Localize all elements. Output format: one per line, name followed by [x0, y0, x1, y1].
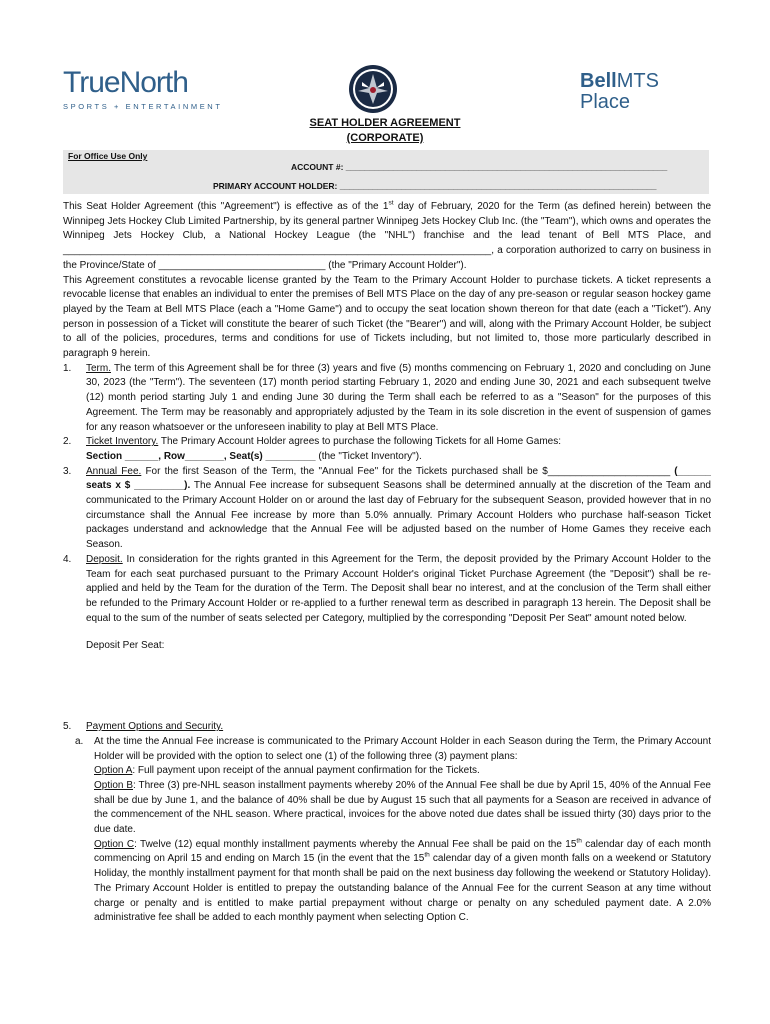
agreement-body: [63, 200, 711, 926]
option-a-label: Option A: [94, 765, 133, 777]
truenorth-subtitle: SPORTS + ENTERTAINMENT: [63, 102, 223, 111]
section-annual-fee: 3. Annual Fee. For the first Season of the Term, the "Annual Fee" for the Tickets purchased shall be $______________________ (______ seats x $ _________). The Annual Fee increase for subsequent Seasons shall be determined annually at the discretion of the Team and communicated to the Primary Account Holder on or around the last day of February for the subsequent Season, provided however that in no circumstance shall the Annual Fee increase by more than 5.0% annually. Primary Account Holders who purchase half-season Ticket packages understand and acknowledge that the Annual Fee will be adjusted based on the number of Home Games they receive each Season.: [63, 465, 711, 551]
office-use-box: [63, 150, 709, 194]
bell-place: Place: [580, 91, 631, 113]
section-deposit: 4. Deposit. In consideration for the rights granted in this Agreement for the Term, the deposit provided by the Primary Account Holder to the Team for each seat purchased pursuant to the Primary Account Holder's original Ticket Purchase Agreement (the "Deposit") shall be re-applied and held by the Team for the duration of the Term. The Deposit shall bear no interest, and at the conclusion of the Term shall either be refunded to the Primary Account Holder or re-applied to a further renewal term as described in paragraph 13 herein. The Deposit shall be equal to the sum of the number of seats selected per Category, multiplied by the corresponding "Deposit Per Seat" amount noted below.: [63, 553, 711, 624]
option-c-label: Option C: [94, 838, 135, 850]
bell-brand: Bell: [580, 70, 617, 92]
intro-paragraph: This Seat Holder Agreement (this "Agreement") is effective as of the 1st day of February, 2020 for the Term (as defined herein) between the Winnipeg Jets Hockey Club Limited Partnership, by its general partner Winnipeg Jets Hockey Club Inc. (the "Team"), which owns and operates the Winnipeg Jets Hockey Club, a National Hockey League (the "NHL") franchise and the lead tenant of Bell MTS Place, and _____________________________________________________________________________, a corporation authorized to carry on business in the Province/State of ______________________________ (the "Primary Account Holder").: [63, 199, 712, 271]
section-heading: Payment Options and Security.: [86, 721, 224, 733]
seats-price-line: (______ seats x $ _________).: [86, 465, 711, 492]
ticket-inventory-line: Section ______, Row_______, Seat(s) _________: [86, 450, 316, 462]
account-number-field: ACCOUNT #: ____________________________________________________________________: [291, 162, 668, 172]
section-heading: Deposit.: [86, 553, 123, 565]
section-heading: Annual Fee.: [86, 465, 142, 477]
truenorth-wordmark: TrueNorth: [63, 66, 188, 99]
office-use-label: For Office Use Only: [68, 151, 148, 161]
section-ticket-inventory: 2. Ticket Inventory. The Primary Account Holder agrees to purchase the following Tickets for all Home Games: Section ______, Row_______, Seat(s) _________ (the "Ticket Inventory").: [63, 436, 562, 462]
payment-subsection-a: a. At the time the Annual Fee increase is communicated to the Primary Account Holder in each Season during the Term, the Primary Account Holder will be provided with the option to select one (1) of the following three (3) payment plans: Option A: Full payment upon receipt of the annual payment confirmation for the Tickets. Option B: Three (3) pre-NHL season installment payments whereby 20% of the Annual Fee shall be due by April 15, 40% of the Annual Fee shall be due by June 1, and the balance of 40% shall be due by August 15 such that all payments for a Season are received in advance of the commencement of the NHL season. Where practical, invoices for the above noted due dates shall be issued thirty (30) days prior to the due date. Option C: Twelve (12) equal monthly installment payments whereby the Annual Fee shall be paid on the 15th calendar day of each month commencing on April 15 and ending on March 15 (in the event that the 15th calendar day of a given month falls on a weekend or Statutory Holiday, the monthly installment payment for that month shall be paid on the next business day following the weekend or Statutory Holiday). The Primary Account Holder is entitled to prepay the outstanding balance of the Annual Fee for the current Season at any time without charge or penalty and is entitled to make partial prepayment without charge or penalty on any scheduled payment date. A 2.0% administrative fee shall be added to each monthly payment when selecting Option C.: [75, 735, 711, 924]
option-b-label: Option B: [94, 779, 134, 791]
license-paragraph: This Agreement constitutes a revocable license granted by the Team to the Primary Account Holder to purchase tickets. A ticket represents a revocable license that enables an individual to enter the premises of Bell MTS Place on the day of any pre-season or regular season hockey game played by the Team at Bell MTS Place (each a "Home Game") and to occupy the seat location shown thereon for that date (each a "Ticket"). Any person in possession of a Ticket will constitute the bearer of such Ticket (the "Bearer") and will, along with the Primary Account Holder, be subject to all of the policies, procedures, terms and conditions for use of Tickets including, but not limited to, those more particularly described in paragraph 9 herein.: [63, 274, 711, 360]
section-heading: Ticket Inventory.: [86, 436, 159, 448]
primary-account-holder-field: PRIMARY ACCOUNT HOLDER: ___________________________________________________________________: [213, 181, 657, 191]
document-title: SEAT HOLDER AGREEMENT: [309, 117, 461, 129]
bell-mts-place-logo: [580, 70, 670, 114]
jets-logo-icon: [348, 64, 398, 114]
document-subtitle: (CORPORATE): [346, 132, 424, 144]
bell-mts: MTS: [616, 70, 659, 92]
truenorth-logo: [63, 66, 223, 118]
deposit-per-seat-label: Deposit Per Seat:: [86, 640, 165, 652]
section-heading: Term.: [86, 362, 111, 374]
section-payment-options: 5. Payment Options and Security.: [63, 721, 224, 733]
section-term: 1. Term. The term of this Agreement shall be for three (3) years and five (5) months commencing on February 1, 2020 and concluding on June 30, 2023 (the "Term"). The seventeen (17) month period starting February 1, 2020 and ending June 30, 2021 and each subsequent twelve (12) month period starting July 1 and ending June 30 during the Term shall each be referred to as a "Season" for the purposes of this Agreement. The Term may be reasonably and appropriately adjusted by the Team in its sole discretion in the event of suspension of games for any reason whatsoever or the unforeseen inability to play at Bell MTS Place.: [63, 362, 711, 433]
